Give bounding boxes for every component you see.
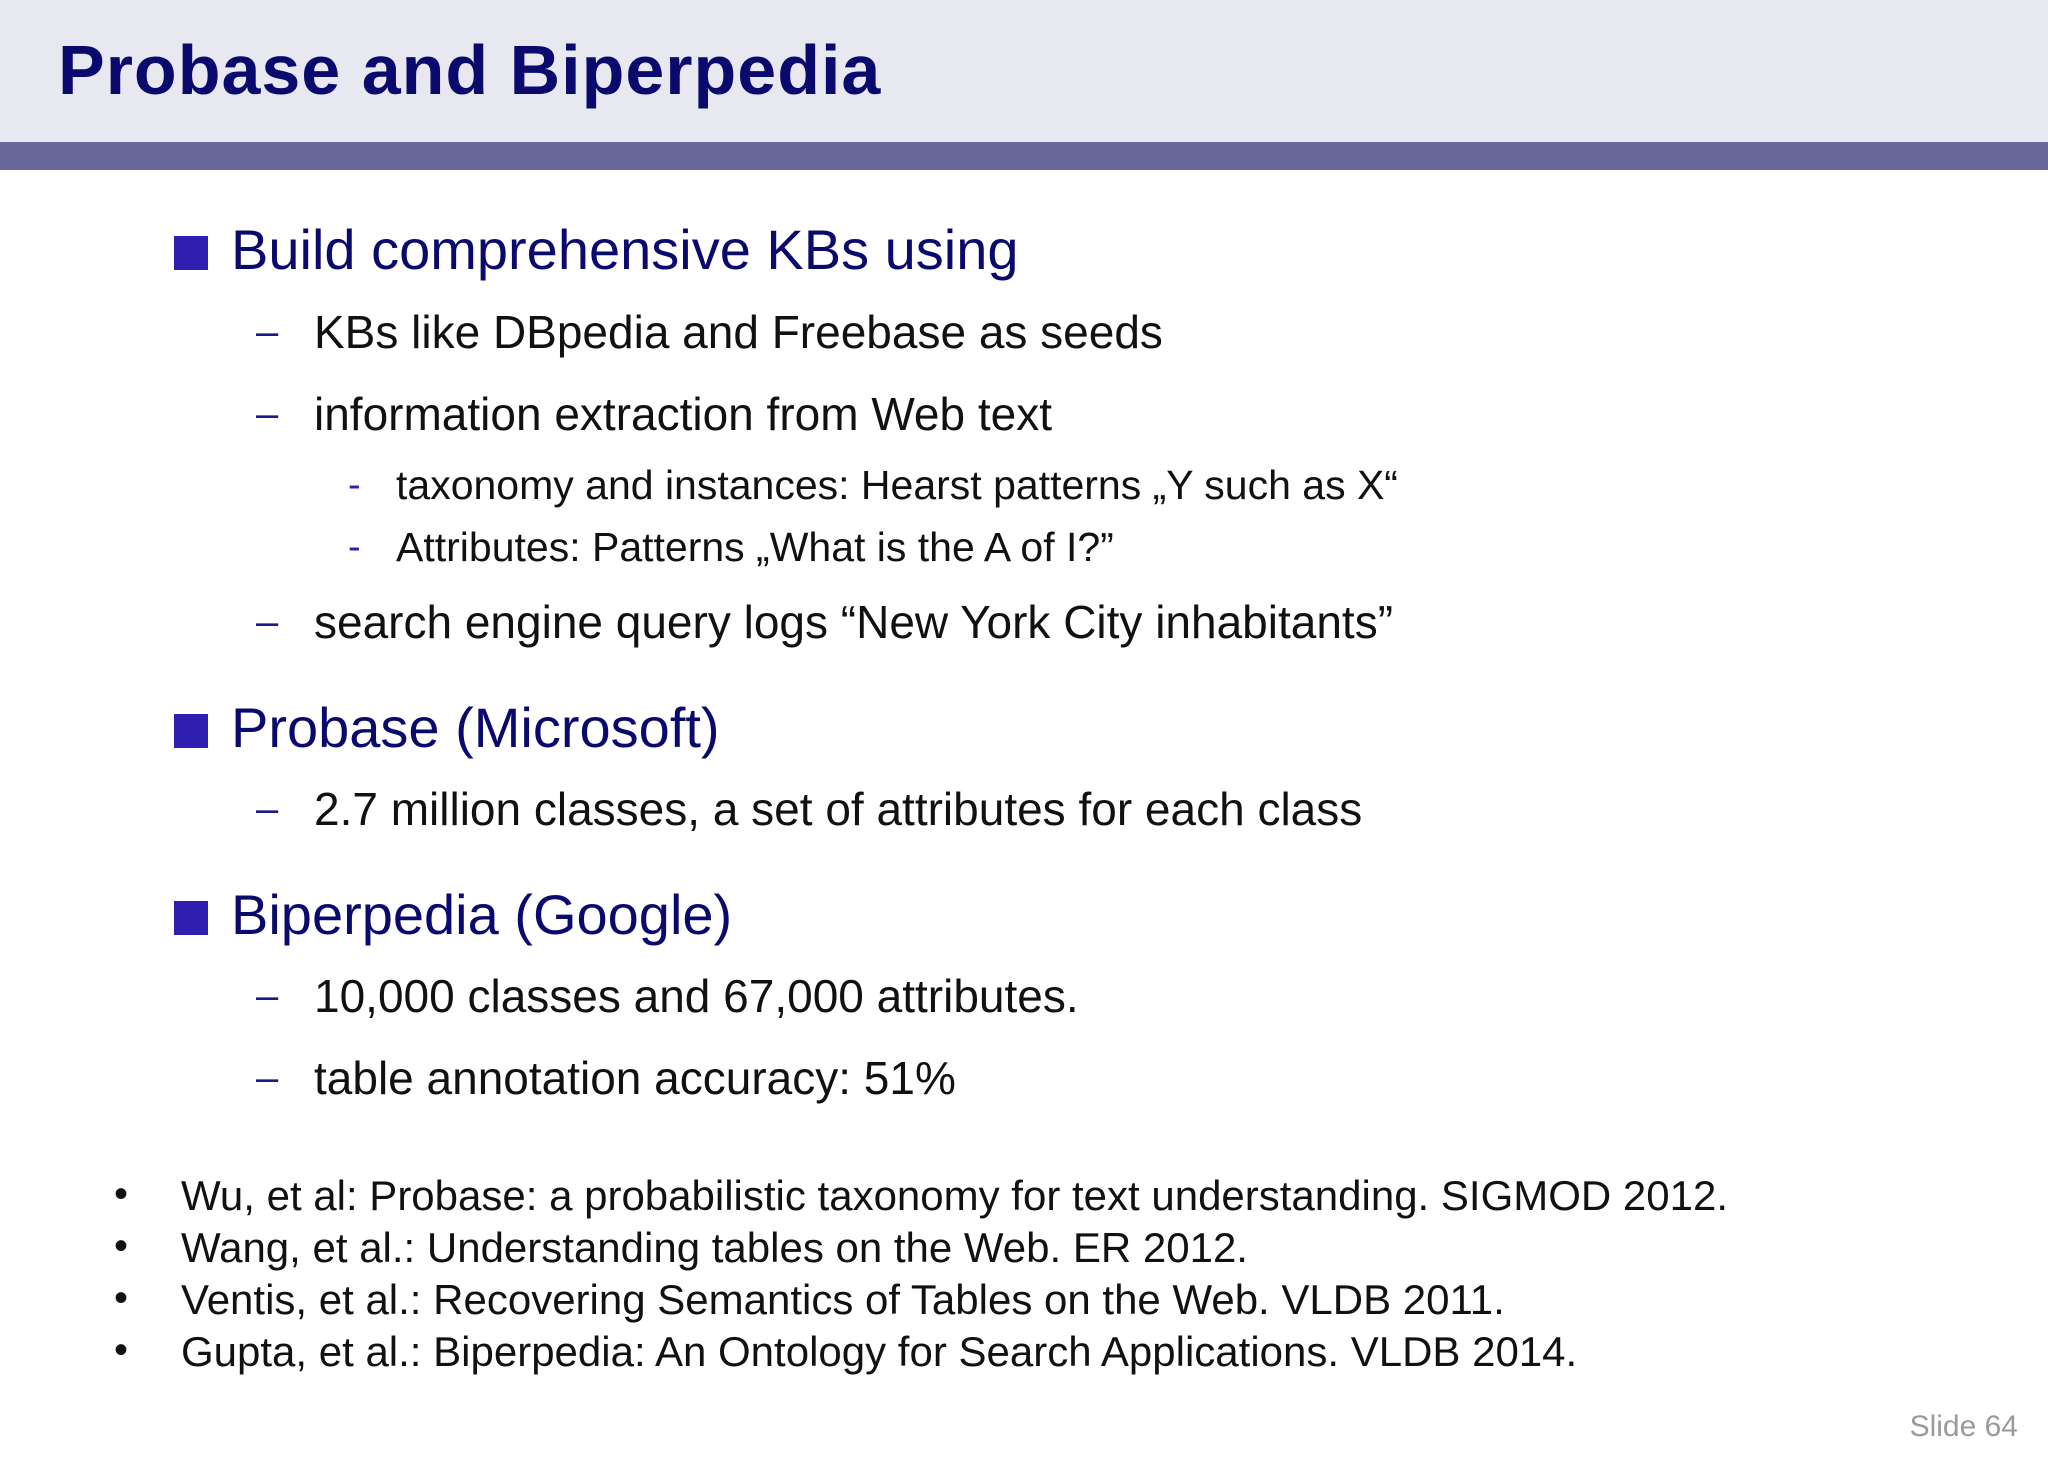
slide-number: Slide 64 xyxy=(1909,1410,2018,1443)
reference-item: Wang, et al.: Understanding tables on the Web. ER 2012. xyxy=(181,1224,1248,1271)
section-heading: Probase (Microsoft) xyxy=(231,696,720,759)
list-item: 10,000 classes and 67,000 attributes. xyxy=(314,970,1079,1022)
list-item: information extraction from Web text xyxy=(314,388,1052,440)
section-heading: Biperpedia (Google) xyxy=(231,883,733,946)
square-bullet-icon xyxy=(174,901,208,935)
sub-list-item: Attributes: Patterns „What is the A of I?” xyxy=(396,524,1114,570)
reference-item: Ventis, et al.: Recovering Semantics of Tables on the Web. VLDB 2011. xyxy=(181,1276,1505,1323)
title-rule xyxy=(0,142,2048,170)
sub-list-item: taxonomy and instances: Hearst patterns „Y such as X“ xyxy=(396,462,1398,508)
dash-bullet-icon: – xyxy=(256,974,279,1018)
list-item: KBs like DBpedia and Freebase as seeds xyxy=(314,306,1163,358)
hyphen-bullet-icon: - xyxy=(348,464,361,506)
bullet-icon: • xyxy=(114,1172,129,1216)
list-item: table annotation accuracy: 51% xyxy=(314,1052,956,1104)
list-item: search engine query logs “New York City inhabitants” xyxy=(314,596,1394,648)
hyphen-bullet-icon: - xyxy=(348,526,361,568)
bullet-icon: • xyxy=(114,1328,129,1372)
list-item: 2.7 million classes, a set of attributes for each class xyxy=(314,783,1363,835)
dash-bullet-icon: – xyxy=(256,310,279,354)
dash-bullet-icon: – xyxy=(256,392,279,436)
slide-title: Probase and Biperpedia xyxy=(58,31,882,109)
reference-item: Gupta, et al.: Biperpedia: An Ontology for Search Applications. VLDB 2014. xyxy=(181,1328,1578,1375)
dash-bullet-icon: – xyxy=(256,600,279,644)
dash-bullet-icon: – xyxy=(256,1056,279,1100)
square-bullet-icon xyxy=(174,236,208,270)
bullet-icon: • xyxy=(114,1224,129,1268)
section-heading: Build comprehensive KBs using xyxy=(231,218,1019,281)
square-bullet-icon xyxy=(174,714,208,748)
reference-item: Wu, et al: Probase: a probabilistic taxonomy for text understanding. SIGMOD 2012. xyxy=(181,1172,1729,1219)
bullet-icon: • xyxy=(114,1276,129,1320)
dash-bullet-icon: – xyxy=(256,787,279,831)
